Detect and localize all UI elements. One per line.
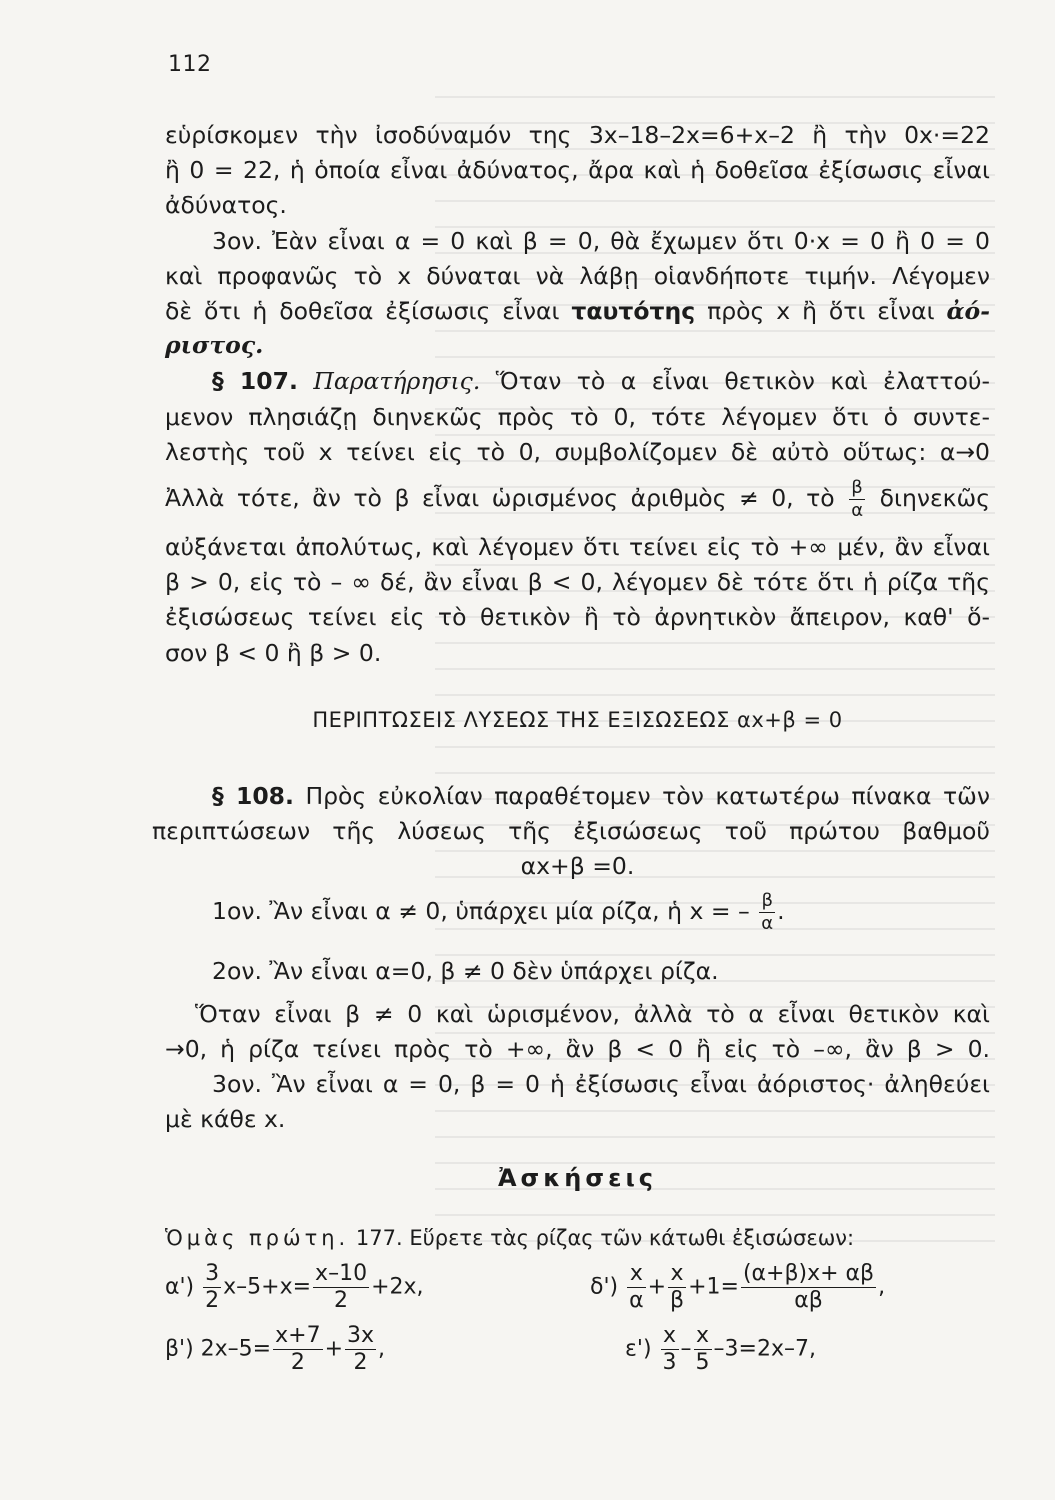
text-line: σον β < 0 ἢ β > 0.	[165, 639, 382, 667]
text-line: ἐξισώσεως τείνει εἰς τὸ θετικὸν ἢ τὸ ἀρνητικὸν ἄπειρον, καθ' ὅ-	[165, 603, 990, 631]
numerator: β	[759, 892, 775, 913]
page-number: 112	[168, 52, 212, 77]
text-span: Πρὸς εὐκολίαν παραθέτομεν τὸν κατωτέρω πίνακα τῶν	[305, 782, 990, 810]
term-tautotis: ταυτότης	[571, 297, 696, 325]
denominator: 2	[353, 1350, 368, 1375]
equation-part: +	[647, 1274, 667, 1300]
denominator: 2	[290, 1350, 305, 1375]
section-107-number: § 107.	[212, 367, 298, 395]
text-line	[165, 475, 990, 521]
text-line: εὑρίσκομεν τὴν ἰσοδύναμόν της 3x–18–2x=6+x–2 ἢ τὴν 0x·=22	[165, 121, 990, 149]
text-line: Ὅταν εἶναι β ≠ 0 καὶ ὡρισμένον, ἀλλὰ τὸ α εἶναι θετικὸν καὶ	[195, 1000, 990, 1028]
group-label: Ὁμὰς πρώτη.	[165, 1226, 350, 1250]
denominator: 3	[662, 1350, 677, 1375]
section-108-line	[212, 780, 990, 812]
exercise-group-line	[165, 1222, 990, 1254]
text-line: μὲ κάθε x.	[165, 1105, 286, 1133]
case-3-line: 3ον. Ἂν εἶναι α = 0, β = 0 ἡ ἐξίσωσις εἶναι ἀόριστος· ἀληθεύει	[212, 1070, 990, 1098]
section-108-number: § 108.	[212, 782, 294, 810]
numerator: x+7	[275, 1323, 321, 1348]
text-line: αὐξάνεται ἀπολύτως, καὶ λέγομεν ὅτι τείνει εἰς τὸ +∞ μέν, ἂν εἶναι	[165, 533, 990, 561]
equation-part: +2x,	[371, 1274, 424, 1300]
text-line: ἢ 0 = 22, ἡ ὁποία εἶναι ἀδύνατος, ἄρα καὶ ἡ δοθεῖσα ἐξίσωσις εἶναι	[165, 156, 990, 184]
equation-part: ,	[378, 1336, 386, 1362]
case-1-line: 1ον. Ἂν εἶναι α ≠ 0, ὑπάρχει μία ρίζα, ἡ x = – $\frac{\beta}{\alpha}$ .	[212, 890, 785, 934]
text-line: β > 0, εἰς τὸ – ∞ δέ, ἂν εἶναι β < 0, λέγομεν δὲ τότε ὅτι ἡ ρίζα τῆς	[165, 568, 990, 596]
denominator: β	[670, 1288, 685, 1313]
fraction-beta-alpha	[759, 892, 775, 933]
numerator: x	[627, 1263, 646, 1288]
case-2-line: 2ον. Ἂν εἶναι α=0, β ≠ 0 δὲν ὑπάρχει ρίζα.	[212, 957, 719, 985]
denominator: 2	[334, 1288, 349, 1313]
fraction	[661, 1325, 679, 1374]
exercise-label: δ')	[590, 1274, 619, 1300]
fraction	[668, 1263, 686, 1312]
text-line: →0, ἡ ρίζα τείνει πρὸς τὸ +∞, ἂν β < 0 ἢ εἰς τὸ –∞, ἂν β > 0.	[165, 1035, 990, 1063]
numerator: x	[661, 1325, 679, 1350]
text-span: διηνεκῶς	[879, 484, 990, 512]
term-aoristos-end: ριστος.	[165, 331, 264, 359]
equation-part: –3=2x–7,	[713, 1336, 816, 1362]
equation-part: –	[680, 1336, 692, 1362]
fraction	[694, 1325, 712, 1374]
exercises-heading: Ἀσκήσεις	[497, 1164, 658, 1192]
fraction	[627, 1263, 646, 1312]
text-line: μενον πλησιάζῃ διηνεκῶς πρὸς τὸ 0, τότε λέγομεν ὅτι ὁ συντε-	[165, 403, 990, 431]
text-line: ἀδύνατος.	[165, 191, 287, 219]
fraction-beta-alpha	[849, 479, 865, 520]
fraction	[203, 1263, 221, 1312]
section-107-title: Παρατήρησις.	[313, 367, 481, 395]
exercise-e	[625, 1325, 816, 1374]
section-107-line	[212, 365, 990, 397]
text-line: περιπτώσεων τῆς λύσεως τῆς ἐξισώσεως τοῦ πρώτου βαθμοῦ	[152, 817, 990, 845]
denominator: α	[761, 913, 774, 934]
numerator: x	[694, 1325, 712, 1350]
denominator: 5	[695, 1350, 710, 1375]
section-heading: ΠΕΡΙΠΤΩΣΕΙΣ ΛΥΣΕΩΣ ΤΗΣ ΕΞΙΣΩΣΕΩΣ αx+β = 0	[312, 708, 843, 732]
exercise-a	[165, 1263, 424, 1312]
equation-part: ,	[878, 1274, 886, 1300]
exercise-label: ε')	[625, 1336, 652, 1362]
equation-part: x–5+x=	[223, 1274, 312, 1300]
text-span: Ὅταν τὸ α εἶναι θετικὸν καὶ ἐλαττού-	[495, 367, 990, 395]
text-line: καὶ προφανῶς τὸ x δύναται νὰ λάβῃ οἱανδήποτε τιμήν. Λέγομεν	[165, 262, 990, 290]
text-line	[165, 295, 990, 327]
numerator: x	[668, 1263, 686, 1288]
denominator: α	[629, 1288, 644, 1313]
numerator: 3	[205, 1261, 220, 1286]
fraction	[273, 1325, 322, 1374]
equation-part: +1=	[688, 1274, 739, 1300]
numerator: (α+β)x+ αβ	[742, 1261, 875, 1286]
exercise-d	[590, 1263, 885, 1312]
text-span: δὲ ὅτι ἡ δοθεῖσα ἐξίσωσις εἶναι	[165, 297, 560, 325]
denominator: αβ	[794, 1288, 823, 1313]
fraction	[345, 1325, 376, 1374]
text-line: 3ον. Ἐὰν εἶναι α = 0 καὶ β = 0, θὰ ἔχωμεν ὅτι 0·x = 0 ἢ 0 = 0	[212, 227, 990, 255]
fraction	[313, 1263, 369, 1312]
numerator: x–10	[315, 1261, 368, 1286]
text-span: 1ον. Ἂν εἶναι α ≠ 0, ὑπάρχει μία ρίζα, ἡ x = –	[212, 897, 750, 925]
exercise-label: α')	[165, 1274, 195, 1300]
equation-part: +	[324, 1336, 344, 1362]
fraction	[741, 1263, 876, 1312]
exercise-b	[165, 1325, 385, 1374]
term-aoristos: ἀό-	[946, 297, 990, 325]
text-line: λεστὴς τοῦ x τείνει εἰς τὸ 0, συμβολίζομεν δὲ αὐτὸ οὕτως: α→0	[165, 438, 990, 466]
denominator: 2	[205, 1288, 220, 1313]
numerator: β	[849, 479, 865, 500]
text-span: πρὸς x ἢ ὅτι εἶναι	[707, 297, 935, 325]
numerator: 3x	[347, 1323, 375, 1348]
denominator: α	[851, 500, 864, 521]
text-span: Ἀλλὰ τότε, ἂν τὸ β εἶναι ὡρισμένος ἀριθμὸς ≠ 0, τὸ	[165, 484, 835, 512]
exercise-prompt: 177. Εὕρετε τὰς ρίζας τῶν κάτωθι ἐξισώσεων:	[355, 1226, 855, 1250]
equation-line: αx+β =0.	[520, 852, 635, 880]
exercise-label: β') 2x–5=	[165, 1336, 272, 1362]
